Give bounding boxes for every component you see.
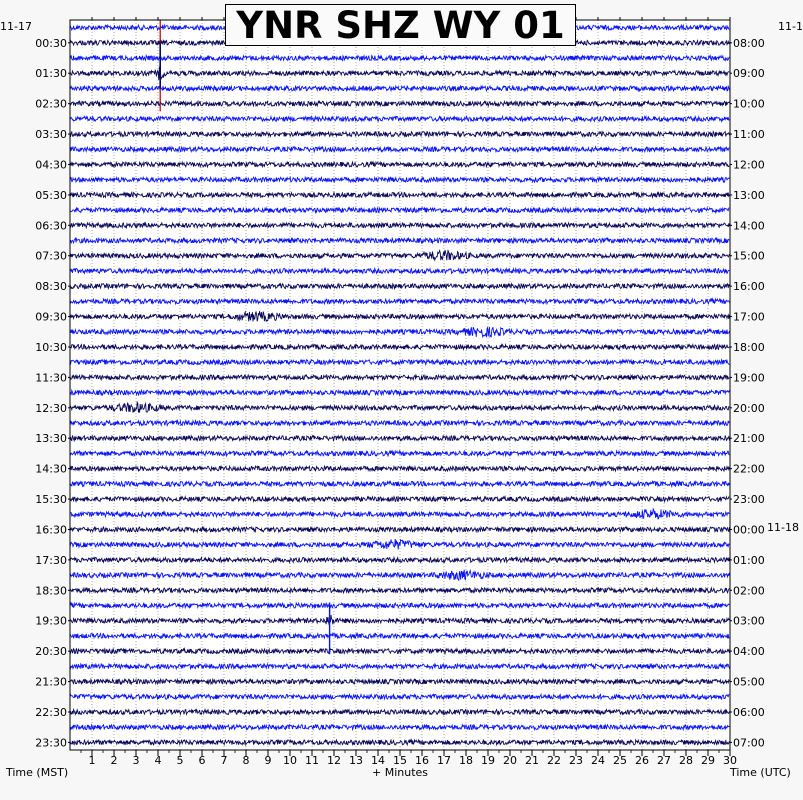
right-time-label: 18:00: [733, 340, 765, 354]
x-tick-label: 4: [154, 754, 162, 767]
x-tick-label: 27: [657, 754, 671, 767]
x-tick-label: 17: [437, 754, 451, 767]
right-time-label: 10:00: [733, 97, 765, 111]
right-time-label: 02:00: [733, 584, 765, 598]
left-time-label: 22:30: [35, 705, 67, 719]
x-tick-label: 5: [176, 754, 184, 767]
left-time-label: 07:30: [35, 249, 67, 263]
right-time-label: 07:00: [733, 736, 765, 750]
left-time-label: 06:30: [35, 219, 67, 233]
left-time-label: 00:30: [35, 36, 67, 50]
right-time-label: 23:00: [733, 493, 765, 507]
left-time-label: 13:30: [35, 432, 67, 446]
x-tick-label: 26: [635, 754, 649, 767]
right-time-label: 08:00: [733, 36, 765, 50]
right-time-label: 06:00: [733, 705, 765, 719]
left-time-label: 23:30: [35, 736, 67, 750]
left-time-label: 19:30: [35, 614, 67, 628]
x-tick-label: 29: [701, 754, 715, 767]
right-time-label: 03:00: [733, 614, 765, 628]
x-tick-label: 13: [349, 754, 363, 767]
right-time-label: 00:00: [733, 523, 765, 537]
left-time-label: 11:30: [35, 371, 67, 385]
right-time-label: 01:00: [733, 553, 765, 567]
x-tick-label: 2: [110, 754, 118, 767]
x-tick-label: 8: [242, 754, 250, 767]
right-time-label: 21:00: [733, 432, 765, 446]
left-time-label: 12:30: [35, 401, 67, 415]
right-time-label: 22:00: [733, 462, 765, 476]
left-time-label: 14:30: [35, 462, 67, 476]
x-tick-label: 18: [459, 754, 473, 767]
left-time-label: 04:30: [35, 158, 67, 172]
left-time-label: 16:30: [35, 523, 67, 537]
left-time-label: 09:30: [35, 310, 67, 324]
right-time-label: 16:00: [733, 280, 765, 294]
left-time-label: 01:30: [35, 67, 67, 81]
plot-area: [70, 20, 730, 750]
left-time-label: 18:30: [35, 584, 67, 598]
x-tick-label: 7: [220, 754, 228, 767]
left-time-label: 08:30: [35, 280, 67, 294]
left-time-label: 05:30: [35, 188, 67, 202]
left-time-label: 21:30: [35, 675, 67, 689]
x-tick-label: 12: [327, 754, 341, 767]
left-time-label: 02:30: [35, 97, 67, 111]
left-time-label: 15:30: [35, 493, 67, 507]
left-time-label: 10:30: [35, 340, 67, 354]
x-axis-label-right: Time (UTC): [730, 766, 791, 779]
x-tick-label: 10: [283, 754, 297, 767]
left-time-label: 20:30: [35, 645, 67, 659]
x-tick-label: 25: [613, 754, 627, 767]
x-tick-label: 11: [305, 754, 319, 767]
right-time-label: 17:00: [733, 310, 765, 324]
left-time-label: 03:30: [35, 128, 67, 142]
right-time-label: 13:00: [733, 188, 765, 202]
right-time-label: 20:00: [733, 401, 765, 415]
x-axis-label-center: + Minutes: [372, 766, 429, 779]
x-tick-label: 19: [481, 754, 495, 767]
x-tick-label: 15: [393, 754, 407, 767]
right-time-label: 11:00: [733, 128, 765, 142]
right-time-label: 09:00: [733, 67, 765, 81]
x-tick-label: 28: [679, 754, 693, 767]
start-date-label-right: 11-1: [778, 20, 803, 33]
x-tick-label: 3: [132, 754, 140, 767]
midnight-date-label-right: 11-18: [767, 521, 799, 534]
x-tick-label: 16: [415, 754, 429, 767]
start-date-label-left: 11-17: [0, 20, 32, 33]
x-tick-label: 22: [547, 754, 561, 767]
station-title: YNR SHZ WY 01: [225, 4, 576, 46]
right-time-label: 12:00: [733, 158, 765, 172]
x-tick-label: 30: [723, 754, 737, 767]
x-tick-label: 23: [569, 754, 583, 767]
right-time-label: 05:00: [733, 675, 765, 689]
right-time-label: 15:00: [733, 249, 765, 263]
x-axis-label-left: Time (MST): [6, 766, 69, 779]
x-tick-label: 21: [525, 754, 539, 767]
right-time-label: 04:00: [733, 645, 765, 659]
x-tick-label: 20: [503, 754, 517, 767]
right-time-label: 19:00: [733, 371, 765, 385]
x-tick-label: 6: [198, 754, 206, 767]
x-tick-label: 9: [264, 754, 272, 767]
x-tick-label: 1: [88, 754, 96, 767]
x-tick-label: 24: [591, 754, 605, 767]
left-time-label: 17:30: [35, 553, 67, 567]
x-tick-label: 14: [371, 754, 385, 767]
right-time-label: 14:00: [733, 219, 765, 233]
